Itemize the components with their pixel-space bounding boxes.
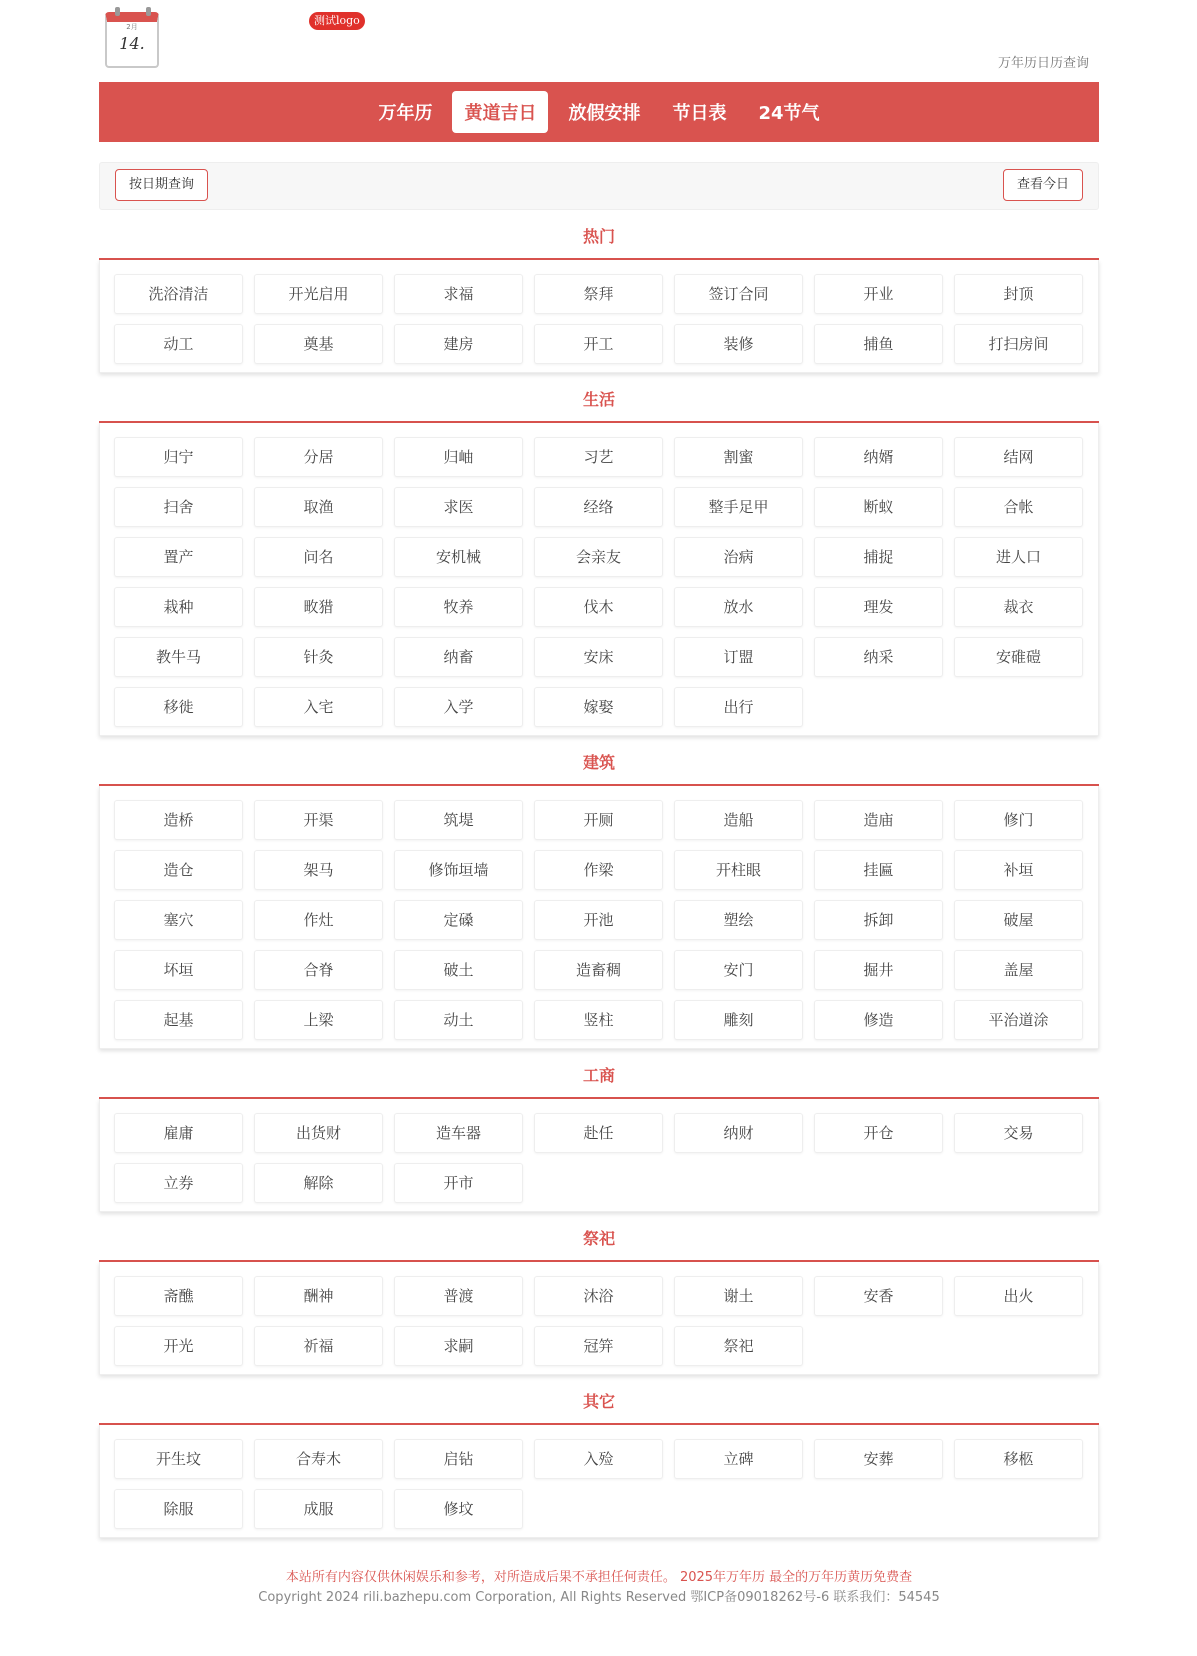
- almanac-item-button[interactable]: 立碑: [674, 1439, 803, 1479]
- section-title: 热门: [99, 210, 1099, 260]
- footer: [99, 1568, 1099, 1608]
- almanac-item-button[interactable]: 造船: [674, 800, 803, 840]
- almanac-item-button[interactable]: 动土: [394, 1000, 523, 1040]
- nav-item[interactable]: 黄道吉日: [452, 91, 548, 133]
- query-by-date-button[interactable]: 按日期查询: [115, 169, 208, 201]
- almanac-item-button[interactable]: 归岫: [394, 437, 523, 477]
- section-body: [99, 1099, 1099, 1212]
- section-body: [99, 423, 1099, 736]
- almanac-item-button[interactable]: 开仓: [814, 1113, 943, 1153]
- almanac-item-button[interactable]: 修门: [954, 800, 1083, 840]
- almanac-item-button[interactable]: 装修: [674, 324, 803, 364]
- almanac-item-button[interactable]: 畋猎: [254, 587, 383, 627]
- almanac-item-button[interactable]: 移柩: [954, 1439, 1083, 1479]
- almanac-item-button[interactable]: 挂匾: [814, 850, 943, 890]
- almanac-item-button[interactable]: 奠基: [254, 324, 383, 364]
- almanac-item-button[interactable]: 签订合同: [674, 274, 803, 314]
- category-section: [99, 1212, 1099, 1375]
- almanac-item-button[interactable]: 交易: [954, 1113, 1083, 1153]
- category-section: [99, 1375, 1099, 1538]
- almanac-item-button[interactable]: 补垣: [954, 850, 1083, 890]
- item-grid: [114, 800, 1084, 1040]
- almanac-item-button[interactable]: 拆卸: [814, 900, 943, 940]
- section-body: [99, 1262, 1099, 1375]
- almanac-item-button[interactable]: 教牛马: [114, 637, 243, 677]
- almanac-item-button[interactable]: 坏垣: [114, 950, 243, 990]
- almanac-item-button[interactable]: 沐浴: [534, 1276, 663, 1316]
- almanac-item-button[interactable]: 封顶: [954, 274, 1083, 314]
- almanac-item-button[interactable]: 动工: [114, 324, 243, 364]
- logo-day: 14.: [119, 34, 145, 53]
- item-grid: [114, 1276, 1084, 1366]
- almanac-item-button[interactable]: 裁衣: [954, 587, 1083, 627]
- almanac-item-button[interactable]: 整手足甲: [674, 487, 803, 527]
- almanac-item-button[interactable]: 酬神: [254, 1276, 383, 1316]
- almanac-item-button[interactable]: 盖屋: [954, 950, 1083, 990]
- almanac-item-button[interactable]: 破土: [394, 950, 523, 990]
- almanac-item-button[interactable]: 开生坟: [114, 1439, 243, 1479]
- almanac-item-button[interactable]: 订盟: [674, 637, 803, 677]
- almanac-item-button[interactable]: 打扫房间: [954, 324, 1083, 364]
- almanac-item-button[interactable]: 针灸: [254, 637, 383, 677]
- almanac-item-button[interactable]: 纳婿: [814, 437, 943, 477]
- section-title: 其它: [99, 1375, 1099, 1425]
- almanac-item-button[interactable]: 求医: [394, 487, 523, 527]
- calendar-rings: [115, 7, 151, 15]
- header-subtitle: 万年历日历查询: [997, 56, 1089, 71]
- almanac-item-button[interactable]: 出火: [954, 1276, 1083, 1316]
- item-grid: [114, 274, 1084, 364]
- view-today-button[interactable]: 查看今日: [1003, 169, 1083, 201]
- section-body: [99, 786, 1099, 1049]
- almanac-item-button[interactable]: 开光: [114, 1326, 243, 1366]
- almanac-item-button[interactable]: 斋醮: [114, 1276, 243, 1316]
- almanac-item-button[interactable]: 纳财: [674, 1113, 803, 1153]
- almanac-item-button[interactable]: 开业: [814, 274, 943, 314]
- calendar-logo-icon[interactable]: [105, 12, 159, 68]
- almanac-item-button[interactable]: 割蜜: [674, 437, 803, 477]
- almanac-item-button[interactable]: 上梁: [254, 1000, 383, 1040]
- page: [99, 0, 1099, 1608]
- almanac-item-button[interactable]: 伐木: [534, 587, 663, 627]
- nav-item[interactable]: 万年历: [378, 103, 433, 124]
- almanac-item-button[interactable]: 入殓: [534, 1439, 663, 1479]
- category-section: [99, 1049, 1099, 1212]
- almanac-item-button[interactable]: 安香: [814, 1276, 943, 1316]
- almanac-item-button[interactable]: 安门: [674, 950, 803, 990]
- almanac-item-button[interactable]: 理发: [814, 587, 943, 627]
- section-title: 建筑: [99, 736, 1099, 786]
- almanac-item-button[interactable]: 修坟: [394, 1489, 523, 1529]
- test-logo-badge: 测试logo: [309, 12, 365, 30]
- item-grid: [114, 1439, 1084, 1529]
- almanac-item-button[interactable]: 造仓: [114, 850, 243, 890]
- almanac-item-button[interactable]: 解除: [254, 1163, 383, 1203]
- almanac-item-button[interactable]: 会亲友: [534, 537, 663, 577]
- almanac-item-button[interactable]: 开渠: [254, 800, 383, 840]
- almanac-item-button[interactable]: 扫舍: [114, 487, 243, 527]
- almanac-item-button[interactable]: 破屋: [954, 900, 1083, 940]
- section-body: [99, 1425, 1099, 1538]
- almanac-item-button[interactable]: 断蚁: [814, 487, 943, 527]
- section-title: 工商: [99, 1049, 1099, 1099]
- almanac-item-button[interactable]: 安床: [534, 637, 663, 677]
- almanac-item-button[interactable]: 嫁娶: [534, 687, 663, 727]
- nav-item[interactable]: 节日表: [672, 103, 727, 124]
- almanac-item-button[interactable]: 合寿木: [254, 1439, 383, 1479]
- almanac-item-button[interactable]: 祈福: [254, 1326, 383, 1366]
- almanac-item-button[interactable]: 筑堤: [394, 800, 523, 840]
- almanac-item-button[interactable]: 普渡: [394, 1276, 523, 1316]
- almanac-item-button[interactable]: 洗浴清洁: [114, 274, 243, 314]
- almanac-item-button[interactable]: 牧养: [394, 587, 523, 627]
- almanac-item-button[interactable]: 塞穴: [114, 900, 243, 940]
- main-nav: [99, 82, 1099, 142]
- category-section: [99, 373, 1099, 736]
- almanac-item-button[interactable]: 求福: [394, 274, 523, 314]
- almanac-item-button[interactable]: 平治道涂: [954, 1000, 1083, 1040]
- almanac-item-button[interactable]: 结网: [954, 437, 1083, 477]
- almanac-item-button[interactable]: 修饰垣墙: [394, 850, 523, 890]
- almanac-item-button[interactable]: 开光启用: [254, 274, 383, 314]
- almanac-item-button[interactable]: 开市: [394, 1163, 523, 1203]
- almanac-item-button[interactable]: 开厕: [534, 800, 663, 840]
- almanac-item-button[interactable]: 入学: [394, 687, 523, 727]
- nav-item[interactable]: 放假安排: [568, 103, 641, 124]
- almanac-item-button[interactable]: 谢土: [674, 1276, 803, 1316]
- item-grid: [114, 437, 1084, 727]
- almanac-item-button[interactable]: 定磉: [394, 900, 523, 940]
- section-title: 祭祀: [99, 1212, 1099, 1262]
- almanac-item-button[interactable]: 经络: [534, 487, 663, 527]
- almanac-item-button[interactable]: 除服: [114, 1489, 243, 1529]
- almanac-item-button[interactable]: 建房: [394, 324, 523, 364]
- almanac-item-button[interactable]: 开柱眼: [674, 850, 803, 890]
- almanac-item-button[interactable]: 架马: [254, 850, 383, 890]
- almanac-item-button[interactable]: 开工: [534, 324, 663, 364]
- almanac-item-button[interactable]: 修造: [814, 1000, 943, 1040]
- almanac-item-button[interactable]: 移徙: [114, 687, 243, 727]
- almanac-item-button[interactable]: 分居: [254, 437, 383, 477]
- almanac-item-button[interactable]: 出货财: [254, 1113, 383, 1153]
- almanac-item-button[interactable]: 安碓磑: [954, 637, 1083, 677]
- almanac-item-button[interactable]: 治病: [674, 537, 803, 577]
- almanac-item-button[interactable]: 捕鱼: [814, 324, 943, 364]
- almanac-item-button[interactable]: 归宁: [114, 437, 243, 477]
- almanac-item-button[interactable]: 掘井: [814, 950, 943, 990]
- almanac-item-button[interactable]: 造庙: [814, 800, 943, 840]
- almanac-item-button[interactable]: 合脊: [254, 950, 383, 990]
- item-grid: [114, 1113, 1084, 1203]
- almanac-item-button[interactable]: 冠笄: [534, 1326, 663, 1366]
- almanac-item-button[interactable]: 置产: [114, 537, 243, 577]
- header: [99, 0, 1099, 82]
- almanac-item-button[interactable]: 造桥: [114, 800, 243, 840]
- almanac-item-button[interactable]: 合帐: [954, 487, 1083, 527]
- category-sections: [99, 210, 1099, 1538]
- category-section: [99, 210, 1099, 373]
- almanac-item-button[interactable]: 祭祀: [674, 1326, 803, 1366]
- almanac-item-button[interactable]: 捕捉: [814, 537, 943, 577]
- almanac-item-button[interactable]: 安机械: [394, 537, 523, 577]
- almanac-item-button[interactable]: 塑绘: [674, 900, 803, 940]
- almanac-item-button[interactable]: 祭拜: [534, 274, 663, 314]
- almanac-item-button[interactable]: 赴任: [534, 1113, 663, 1153]
- almanac-item-button[interactable]: 入宅: [254, 687, 383, 727]
- almanac-item-button[interactable]: 出行: [674, 687, 803, 727]
- section-title: 生活: [99, 373, 1099, 423]
- almanac-item-button[interactable]: 造畜稠: [534, 950, 663, 990]
- almanac-item-button[interactable]: 启钻: [394, 1439, 523, 1479]
- almanac-item-button[interactable]: 雇庸: [114, 1113, 243, 1153]
- nav-item[interactable]: 24节气: [758, 103, 820, 124]
- almanac-item-button[interactable]: 纳采: [814, 637, 943, 677]
- footer-copyright: Copyright 2024 rili.bazhepu.com Corporation, All Rights Reserved 鄂ICP备09018262号-6 联系我们：54545: [258, 1590, 940, 1605]
- almanac-item-button[interactable]: 习艺: [534, 437, 663, 477]
- almanac-item-button[interactable]: 纳畜: [394, 637, 523, 677]
- almanac-item-button[interactable]: 栽种: [114, 587, 243, 627]
- almanac-item-button[interactable]: 进人口: [954, 537, 1083, 577]
- query-bar: [99, 162, 1099, 210]
- almanac-item-button[interactable]: 开池: [534, 900, 663, 940]
- almanac-item-button[interactable]: 问名: [254, 537, 383, 577]
- almanac-item-button[interactable]: 立券: [114, 1163, 243, 1203]
- almanac-item-button[interactable]: 求嗣: [394, 1326, 523, 1366]
- almanac-item-button[interactable]: 竖柱: [534, 1000, 663, 1040]
- almanac-item-button[interactable]: 起基: [114, 1000, 243, 1040]
- almanac-item-button[interactable]: 作梁: [534, 850, 663, 890]
- almanac-item-button[interactable]: 取渔: [254, 487, 383, 527]
- almanac-item-button[interactable]: 雕刻: [674, 1000, 803, 1040]
- almanac-item-button[interactable]: 成服: [254, 1489, 383, 1529]
- logo-month: 2月: [126, 23, 138, 31]
- almanac-item-button[interactable]: 安葬: [814, 1439, 943, 1479]
- category-section: [99, 736, 1099, 1049]
- footer-disclaimer: 本站所有内容仅供休闲娱乐和参考，对所造成后果不承担任何责任。 2025年万年历 最全的万年历黄历免费查: [285, 1570, 913, 1585]
- almanac-item-button[interactable]: 作灶: [254, 900, 383, 940]
- almanac-item-button[interactable]: 放水: [674, 587, 803, 627]
- section-body: [99, 260, 1099, 373]
- almanac-item-button[interactable]: 造车器: [394, 1113, 523, 1153]
